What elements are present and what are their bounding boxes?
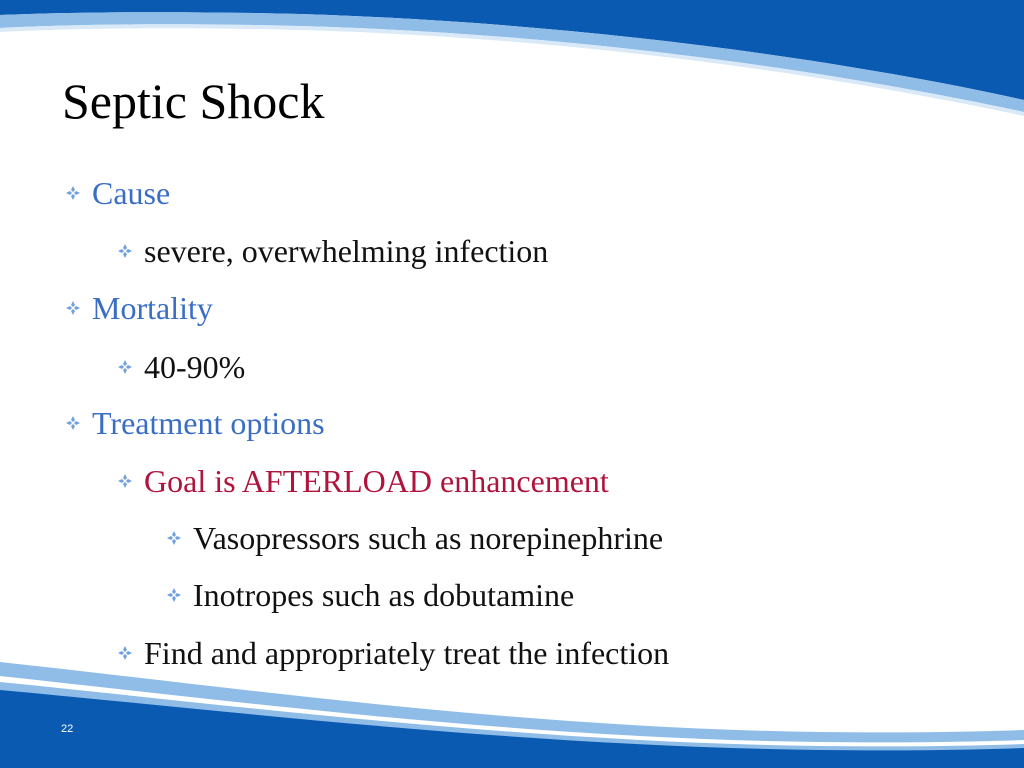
bullet-item [166, 575, 574, 615]
four-petal-diamond-icon [117, 359, 133, 375]
bullet-text: Inotropes such as dobutamine [193, 577, 575, 613]
four-petal-diamond-icon [65, 300, 81, 316]
bullet-item [65, 173, 170, 213]
four-petal-diamond-icon [65, 415, 81, 431]
bullet-item [166, 518, 663, 558]
bullet-text: Cause [92, 175, 171, 211]
bullet-item [65, 403, 325, 443]
bullet-text: severe, overwhelming infection [144, 233, 549, 269]
four-petal-diamond-icon [65, 185, 81, 201]
four-petal-diamond-icon [117, 645, 133, 661]
slide-title: Septic Shock [62, 73, 325, 129]
bullet-text: 40-90% [144, 349, 246, 385]
bullet-item [117, 633, 669, 673]
four-petal-diamond-icon [166, 587, 182, 603]
bullet-text: Find and appropriately treat the infection [144, 635, 670, 671]
bullet-text: Goal is AFTERLOAD enhancement [144, 463, 609, 499]
four-petal-diamond-icon [166, 530, 182, 546]
bullet-item [117, 231, 548, 271]
bullet-text: Vasopressors such as norepinephrine [193, 520, 664, 556]
bullet-item [117, 461, 609, 501]
bullet-text: Mortality [92, 290, 213, 326]
four-petal-diamond-icon [117, 243, 133, 259]
bullet-item [117, 347, 245, 387]
slide-number: 22 [61, 723, 74, 735]
bullet-text: Treatment options [92, 405, 325, 441]
four-petal-diamond-icon [117, 473, 133, 489]
bullet-item [65, 288, 213, 328]
